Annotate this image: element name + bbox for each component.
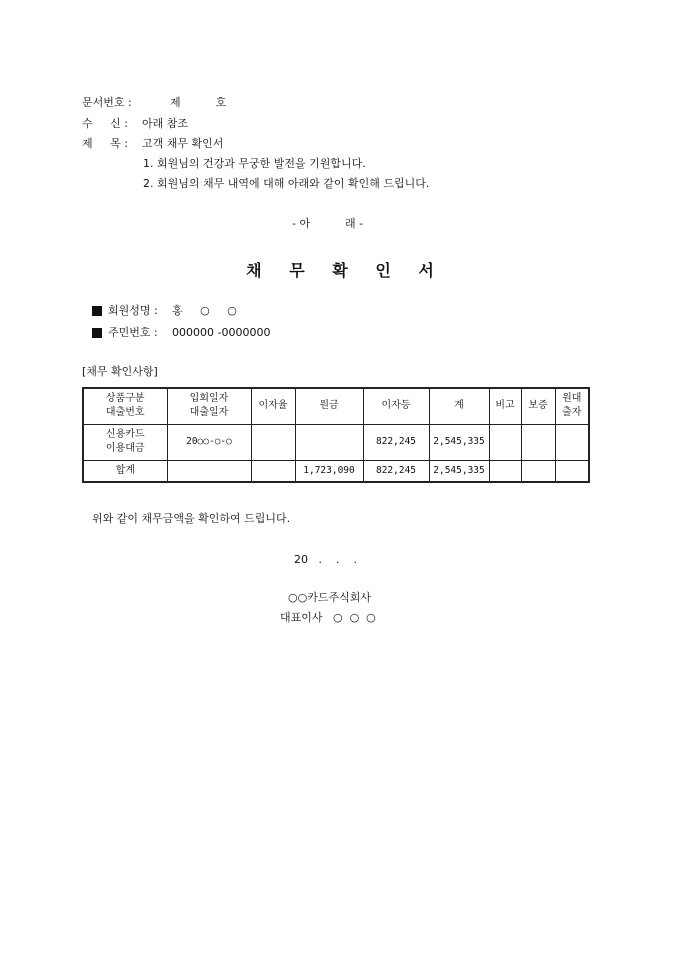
debt-table: [82, 387, 590, 483]
header-original-lender: 원대 출자: [555, 388, 589, 424]
square-bullet-icon: [92, 328, 102, 338]
body-line-2: 2. 회원님의 채무 내역에 대해 아래와 같이 확인해 드립니다.: [143, 177, 430, 190]
member-name-label: 회원성명 :: [108, 304, 158, 317]
below-marker: - 아 래 -: [292, 217, 364, 230]
body-line-1: 1. 회원님의 건강과 무궁한 발전을 기원합니다.: [143, 157, 366, 170]
cell-original-lender: [555, 424, 589, 460]
cell-note: [489, 460, 521, 482]
cell-total: 2,545,335: [429, 460, 489, 482]
header-principal: 원금: [295, 388, 363, 424]
table-row: [83, 424, 589, 460]
confirmation-statement: 위와 같이 채무금액을 확인하여 드립니다.: [92, 512, 291, 525]
document-title: [0, 258, 680, 281]
company-name: ○○카드주식회사: [288, 591, 371, 604]
date-line: 20 . . .: [294, 553, 357, 566]
cell-date: [167, 460, 251, 482]
header-interest-rate: 이자율: [251, 388, 295, 424]
subject-value: 고객 채무 확인서: [142, 137, 224, 150]
cell-total: 2,545,335: [429, 424, 489, 460]
table-total-row: [83, 460, 589, 482]
title-char: 무: [289, 261, 305, 280]
header-interest: 이자등: [363, 388, 429, 424]
member-id-value: 000000 -0000000: [172, 326, 271, 339]
cell-product: 신용카드 이용대금: [83, 424, 167, 460]
cell-interest: 822,245: [363, 460, 429, 482]
member-name-value: 홍 ○ ○: [172, 304, 237, 317]
title-char: 서: [418, 261, 434, 280]
header-total: 계: [429, 388, 489, 424]
subject-label: 제 목 :: [82, 137, 128, 150]
header-product-type: 상품구분 대출번호: [83, 388, 167, 424]
cell-interest-rate: [251, 460, 295, 482]
cell-guarantee: [521, 424, 555, 460]
table-header-row: [83, 388, 589, 424]
header-join-date: 입회일자 대출일자: [167, 388, 251, 424]
doc-number-value: 제 호: [170, 96, 227, 109]
cell-guarantee: [521, 460, 555, 482]
cell-note: [489, 424, 521, 460]
recipient-value: 아래 참조: [142, 117, 189, 130]
recipient-label: 수 신 :: [82, 117, 128, 130]
square-bullet-icon: [92, 306, 102, 316]
title-char: 채: [246, 261, 262, 280]
header-note: 비고: [489, 388, 521, 424]
doc-number-label: 문서번호 :: [82, 96, 132, 109]
cell-principal: [295, 424, 363, 460]
cell-original-lender: [555, 460, 589, 482]
cell-interest-rate: [251, 424, 295, 460]
cell-date: 20○○-○-○: [167, 424, 251, 460]
header-guarantee: 보증: [521, 388, 555, 424]
ceo-signature-line: 대표이사 ○ ○ ○: [280, 611, 376, 624]
member-id-label: 주민번호 :: [108, 326, 158, 339]
cell-total-label: 합계: [83, 460, 167, 482]
table-caption: [채무 확인사항]: [82, 365, 158, 378]
title-char: 확: [332, 261, 348, 280]
cell-principal: 1,723,090: [295, 460, 363, 482]
title-char: 인: [375, 261, 391, 280]
cell-interest: 822,245: [363, 424, 429, 460]
